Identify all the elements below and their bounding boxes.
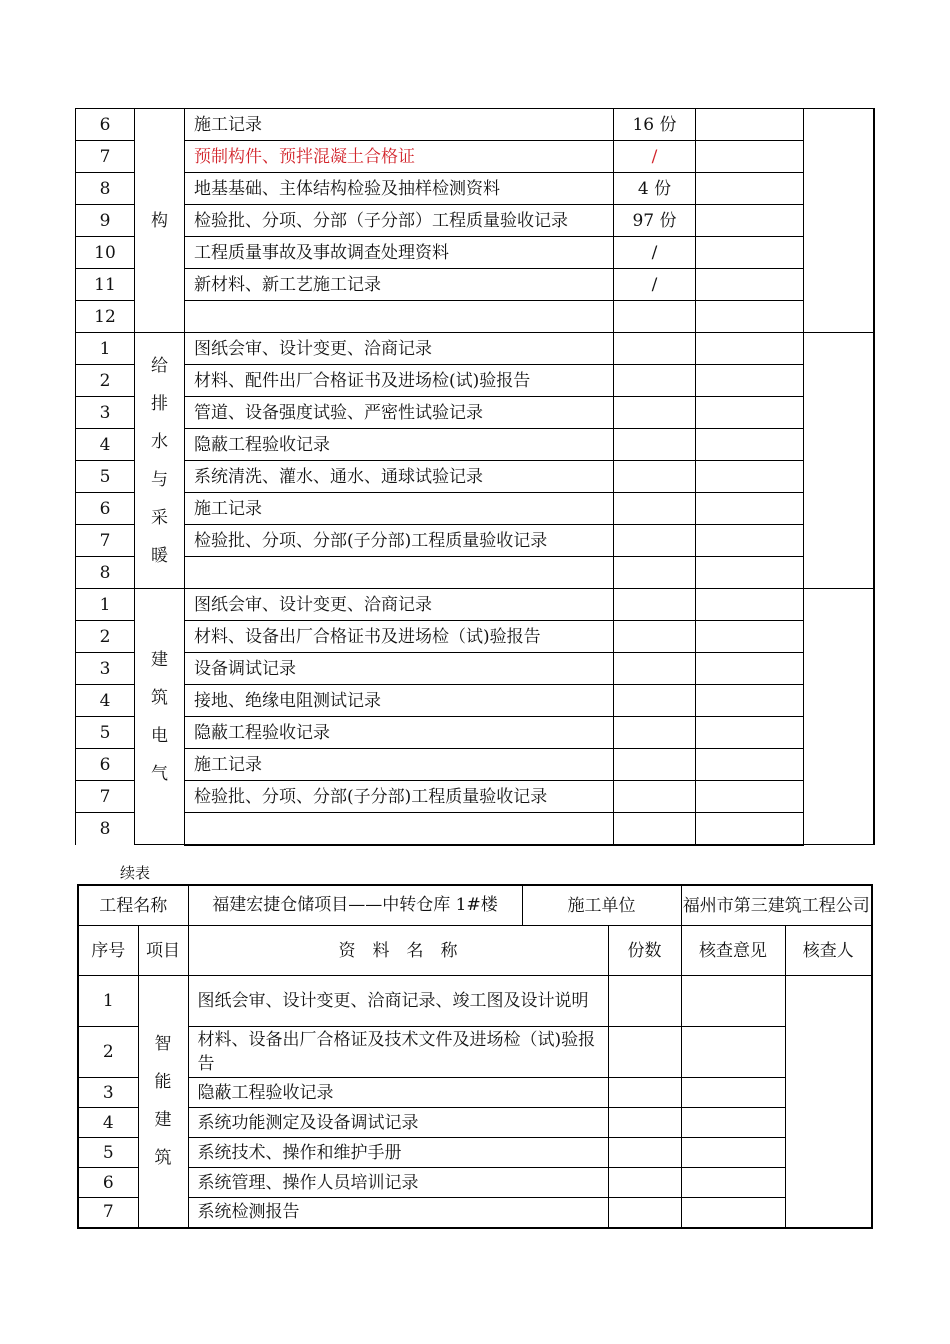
table-row: 1 智 能 建 筑 图纸会审、设计变更、洽商记录、竣工图及设计说明: [78, 976, 872, 1027]
col-opinion: 核查意见: [681, 926, 785, 976]
inspection-table-continued: [77, 884, 873, 1229]
continuation-label: 续表: [120, 864, 151, 882]
doc-name: 预制构件、预拌混凝土合格证: [185, 141, 614, 173]
table-row: 4 系统功能测定及设备调试记录: [78, 1108, 872, 1138]
copies[interactable]: [614, 397, 696, 429]
table-row: 3 管道、设备强度试验、严密性试验记录: [76, 397, 874, 429]
opinion-cell[interactable]: [696, 557, 804, 589]
table-row: 4 接地、绝缘电阻测试记录: [76, 685, 874, 717]
col-copies: 份数: [608, 926, 681, 976]
opinion-cell[interactable]: [696, 653, 804, 685]
section-label-plumbing: 给 排 水 与 采 暖: [135, 333, 185, 589]
table-row: 6 施工记录: [76, 493, 874, 525]
copies[interactable]: [608, 1198, 681, 1228]
table-row: 11 新材料、新工艺施工记录 /: [76, 269, 874, 301]
copies: 16 份: [614, 109, 696, 141]
opinion-cell[interactable]: [696, 301, 804, 333]
doc-name: 系统管理、操作人员培训记录: [188, 1168, 608, 1198]
col-item: 项目: [138, 926, 188, 976]
table-row: 12: [76, 301, 874, 333]
opinion-cell[interactable]: [696, 365, 804, 397]
opinion-cell[interactable]: [681, 1198, 785, 1228]
opinion-cell[interactable]: [696, 109, 804, 141]
opinion-cell[interactable]: [696, 621, 804, 653]
opinion-cell[interactable]: [696, 813, 804, 845]
section-label-structure: 构: [135, 109, 185, 333]
doc-name: 工程质量事故及事故调查处理资料: [185, 237, 614, 269]
doc-name: 施工记录: [185, 493, 614, 525]
doc-name: 材料、设备出厂合格证及技术文件及进场检（试)验报告: [188, 1027, 608, 1078]
col-checker: 核查人: [785, 926, 872, 976]
copies: /: [614, 141, 696, 173]
opinion-cell[interactable]: [696, 429, 804, 461]
opinion-cell[interactable]: [681, 1027, 785, 1078]
copies[interactable]: [614, 717, 696, 749]
table-row: 5 系统清洗、灌水、通水、通球试验记录: [76, 461, 874, 493]
copies[interactable]: [608, 1027, 681, 1078]
table-row: 1 给 排 水 与 采 暖 图纸会审、设计变更、洽商记录: [76, 333, 874, 365]
doc-name: 施工记录: [185, 109, 614, 141]
table-row: 7 检验批、分项、分部(子分部)工程质量验收记录: [76, 781, 874, 813]
doc-name: 设备调试记录: [185, 653, 614, 685]
copies[interactable]: [614, 781, 696, 813]
doc-name: 检验批、分项、分部（子分部）工程质量验收记录: [185, 205, 614, 237]
copies[interactable]: [614, 621, 696, 653]
doc-name: 新材料、新工艺施工记录: [185, 269, 614, 301]
copies[interactable]: [614, 429, 696, 461]
doc-name: 隐蔽工程验收记录: [185, 429, 614, 461]
doc-name: 系统检测报告: [188, 1198, 608, 1228]
table-row: 10 工程质量事故及事故调查处理资料 /: [76, 237, 874, 269]
checker-cell[interactable]: [804, 333, 874, 589]
opinion-cell[interactable]: [696, 173, 804, 205]
inspection-table-upper: [75, 108, 875, 846]
table-row: 8: [76, 557, 874, 589]
copies[interactable]: [614, 493, 696, 525]
opinion-cell[interactable]: [681, 1078, 785, 1108]
copies[interactable]: [614, 749, 696, 781]
table-row: 7 预制构件、预拌混凝土合格证 /: [76, 141, 874, 173]
doc-name: 图纸会审、设计变更、洽商记录、竣工图及设计说明: [188, 976, 608, 1027]
section-label-intelligent: 智 能 建 筑: [138, 976, 188, 1228]
copies[interactable]: [614, 333, 696, 365]
table-row: 2 材料、配件出厂合格证书及进场检(试)验报告: [76, 365, 874, 397]
table-row: 3 设备调试记录: [76, 653, 874, 685]
doc-name: 材料、设备出厂合格证书及进场检（试)验报告: [185, 621, 614, 653]
copies: /: [614, 269, 696, 301]
contractor-name: 福州市第三建筑工程公司: [681, 885, 872, 926]
doc-name: 系统功能测定及设备调试记录: [188, 1108, 608, 1138]
copies[interactable]: [608, 976, 681, 1027]
opinion-cell[interactable]: [696, 749, 804, 781]
doc-name: [185, 301, 614, 333]
doc-name: 隐蔽工程验收记录: [185, 717, 614, 749]
table-row: 1 建 筑 电 气 图纸会审、设计变更、洽商记录: [76, 589, 874, 621]
doc-name: 图纸会审、设计变更、洽商记录: [185, 333, 614, 365]
table-row: 6 施工记录: [76, 749, 874, 781]
col-name: 资 料 名 称: [188, 926, 608, 976]
opinion-cell[interactable]: [696, 717, 804, 749]
copies[interactable]: [608, 1168, 681, 1198]
copies[interactable]: [614, 461, 696, 493]
doc-name: 接地、绝缘电阻测试记录: [185, 685, 614, 717]
copies: 4 份: [614, 173, 696, 205]
opinion-cell[interactable]: [696, 269, 804, 301]
opinion-cell[interactable]: [696, 461, 804, 493]
doc-name: 系统技术、操作和维护手册: [188, 1138, 608, 1168]
doc-name: [185, 557, 614, 589]
doc-name: 检验批、分项、分部(子分部)工程质量验收记录: [185, 781, 614, 813]
copies[interactable]: [614, 365, 696, 397]
doc-name: 材料、配件出厂合格证书及进场检(试)验报告: [185, 365, 614, 397]
table-row: 8 地基基础、主体结构检验及抽样检测资料 4 份: [76, 173, 874, 205]
table-row: 4 隐蔽工程验收记录: [76, 429, 874, 461]
table-row: 5 隐蔽工程验收记录: [76, 717, 874, 749]
project-name: 福建宏捷仓储项目——中转仓库 1#楼: [189, 886, 523, 925]
copies[interactable]: [608, 1108, 681, 1138]
copies[interactable]: [608, 1078, 681, 1108]
opinion-cell[interactable]: [681, 1138, 785, 1168]
doc-name: 图纸会审、设计变更、洽商记录: [185, 589, 614, 621]
table-row: 9 检验批、分项、分部（子分部）工程质量验收记录 97 份: [76, 205, 874, 237]
copies: /: [614, 237, 696, 269]
copies[interactable]: [614, 525, 696, 557]
table-row: 5 系统技术、操作和维护手册: [78, 1138, 872, 1168]
opinion-cell[interactable]: [696, 237, 804, 269]
opinion-cell[interactable]: [696, 781, 804, 813]
checker-cell[interactable]: [785, 976, 872, 1228]
doc-name: 施工记录: [185, 749, 614, 781]
opinion-cell[interactable]: [681, 976, 785, 1027]
column-header-row: [78, 926, 872, 976]
doc-name: 地基基础、主体结构检验及抽样检测资料: [185, 173, 614, 205]
table-row: 7 系统检测报告: [78, 1198, 872, 1228]
opinion-cell[interactable]: [681, 1168, 785, 1198]
copies: [614, 301, 696, 333]
table-row: 7 检验批、分项、分部(子分部)工程质量验收记录: [76, 525, 874, 557]
opinion-cell[interactable]: [696, 205, 804, 237]
table-row: 6 系统管理、操作人员培训记录: [78, 1168, 872, 1198]
doc-name: 检验批、分项、分部(子分部)工程质量验收记录: [185, 525, 614, 557]
table-row: 2 材料、设备出厂合格证书及进场检（试)验报告: [76, 621, 874, 653]
project-name-label: 工程名称: [78, 885, 188, 926]
opinion-cell[interactable]: [696, 589, 804, 621]
copies[interactable]: [614, 685, 696, 717]
table-row: 3 隐蔽工程验收记录: [78, 1078, 872, 1108]
doc-name: 管道、设备强度试验、严密性试验记录: [185, 397, 614, 429]
checker-cell[interactable]: [804, 589, 874, 845]
copies[interactable]: [614, 589, 696, 621]
table-row: 8: [76, 813, 874, 845]
copies[interactable]: [614, 653, 696, 685]
opinion-cell[interactable]: [681, 1108, 785, 1138]
copies[interactable]: [608, 1138, 681, 1168]
opinion-cell[interactable]: [696, 525, 804, 557]
checker-cell[interactable]: [804, 109, 874, 333]
copies[interactable]: [614, 813, 696, 845]
copies: 97 份: [614, 205, 696, 237]
opinion-cell[interactable]: [696, 333, 804, 365]
doc-name: [185, 813, 614, 845]
col-no: 序号: [78, 926, 138, 976]
table-row: 6 构 施工记录 16 份: [76, 109, 874, 141]
section-label-electrical: 建 筑 电 气: [135, 589, 185, 845]
opinion-cell[interactable]: [696, 141, 804, 173]
opinion-cell[interactable]: [696, 685, 804, 717]
copies[interactable]: [614, 557, 696, 589]
doc-name: 系统清洗、灌水、通水、通球试验记录: [185, 461, 614, 493]
contractor-label: 施工单位: [567, 895, 636, 916]
table-row: 2 材料、设备出厂合格证及技术文件及进场检（试)验报告: [78, 1027, 872, 1078]
opinion-cell[interactable]: [696, 397, 804, 429]
doc-name: 隐蔽工程验收记录: [188, 1078, 608, 1108]
header-row: [78, 885, 872, 926]
opinion-cell[interactable]: [696, 493, 804, 525]
